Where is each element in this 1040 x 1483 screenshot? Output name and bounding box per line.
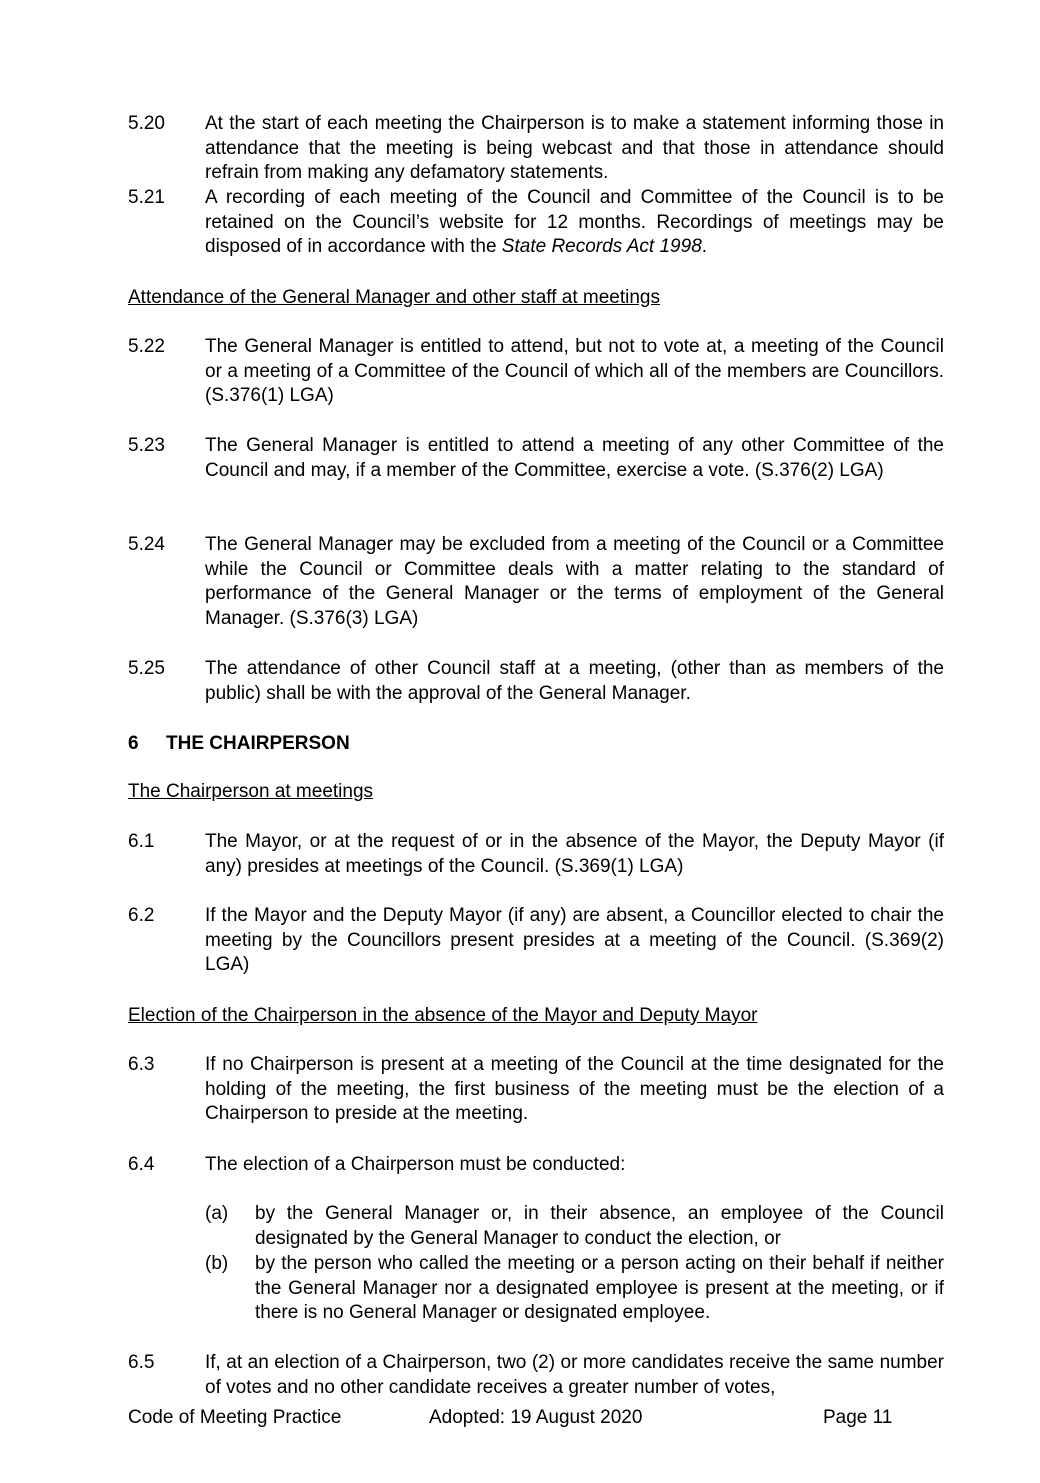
clause-number: 5.23 — [128, 435, 165, 456]
clause-number: 6.1 — [128, 831, 155, 852]
footer-adopted-date: Adopted: 19 August 2020 — [429, 1407, 643, 1428]
act-title: State Records Act 1998 — [501, 236, 702, 258]
subclause-b — [205, 1252, 944, 1326]
subheading-attendance: Attendance of the General Manager and other staff at meetings — [128, 287, 660, 308]
clause-number: 5.24 — [128, 534, 165, 555]
clause-text: The General Manager may be excluded from a meeting of the Council or a Committee while the Council or Committee deals with a matter relating to the standard of performance of the General Manager or the terms of employment of the General Manager. (S.376(3) LGA) — [205, 534, 944, 629]
subclause-text: by the General Manager or, in their absence, an employee of the Council designated by the General Manager to conduct the election, or — [255, 1203, 944, 1249]
clause-number: 6.5 — [128, 1352, 155, 1373]
clause-number: 6.2 — [128, 905, 155, 926]
clause-5-23 — [128, 434, 944, 483]
clause-number: 5.21 — [128, 187, 165, 208]
subclause-number: (b) — [205, 1253, 229, 1274]
clause-5-20 — [128, 112, 944, 186]
section-number: 6 — [128, 733, 139, 754]
footer-page-number: Page 11 — [823, 1407, 893, 1428]
clause-number: 5.25 — [128, 658, 165, 679]
section-heading — [128, 732, 350, 756]
clause-text-part: . Recordings of meetings may be disposed of in accordance with the — [205, 211, 944, 258]
clause-6-3 — [128, 1053, 944, 1127]
clause-text: The election of a Chairperson must be conducted: — [205, 1154, 626, 1175]
clause-text: The Mayor, or at the request of or in the absence of the Mayor, the Deputy Mayor (if any) presides at meetings of the Council. (S.369(1) LGA) — [205, 831, 944, 877]
section-title: THE CHAIRPERSON — [166, 733, 350, 754]
clause-number: 5.20 — [128, 113, 165, 134]
clause-text: The attendance of other Council staff at a meeting, (other than as members of the public) shall be with the approval of the General Manager. — [205, 658, 944, 704]
clause-number: 6.4 — [128, 1154, 155, 1175]
clause-5-22 — [128, 335, 944, 409]
clause-text — [205, 186, 944, 260]
clause-text: If no Chairperson is present at a meeting of the Council at the time designated for the holding of the meeting, the first business of the meeting must be the election of a Chairperson to preside at the meeting. — [205, 1054, 944, 1125]
clause-text: The General Manager is entitled to attend a meeting of any other Committee of the Council and may, if a member of the Committee, exercise a vote. (S.376(2) LGA) — [205, 435, 944, 481]
clause-6-1 — [128, 830, 944, 879]
clause-number: 5.22 — [128, 336, 165, 357]
clause-text: At the start of each meeting the Chairperson is to make a statement informing those in attendance that the meeting is being webcast and that those in attendance should refrain from making any defamatory statements. — [205, 113, 944, 184]
subclause-text: by the person who called the meeting or a person acting on their behalf if neither the General Manager nor a designated employee is present at the meeting, or if there is no General Manager or designated employee. — [255, 1253, 944, 1324]
subheading-chair-at-meetings: The Chairperson at meetings — [128, 781, 374, 802]
clause-6-2 — [128, 904, 944, 978]
subclause-a — [205, 1202, 944, 1251]
footer-document-title: Code of Meeting Practice — [128, 1407, 342, 1428]
page-footer — [128, 1406, 944, 1430]
clause-5-21 — [128, 186, 944, 260]
clause-6-5 — [128, 1351, 944, 1400]
clause-5-24 — [128, 533, 944, 631]
clause-text: If the Mayor and the Deputy Mayor (if any) are absent, a Councillor elected to chair the meeting by the Councillors present presides at a meeting of the Council. (S.369(2) LGA) — [205, 905, 944, 976]
subheading-election: Election of the Chairperson in the absence of the Mayor and Deputy Mayor — [128, 1005, 758, 1026]
clause-5-25 — [128, 657, 944, 706]
subclause-number: (a) — [205, 1203, 229, 1224]
clause-text: The General Manager is entitled to attend, but not to vote at, a meeting of the Council or a meeting of a Committee of the Council of which all of the members are Councillors. (S.376(1) LGA) — [205, 336, 944, 407]
clause-text-part: . — [701, 236, 708, 258]
clause-6-4 — [128, 1153, 944, 1178]
clause-text: If, at an election of a Chairperson, two (2) or more candidates receive the same number of votes and no other candidate receives a greater number of votes, — [205, 1352, 944, 1398]
clause-number: 6.3 — [128, 1054, 155, 1075]
clause-text-part: A recording of each meeting of the Council and Committee of the Council is to be retained on the Council’s website for 12 months — [205, 187, 944, 233]
